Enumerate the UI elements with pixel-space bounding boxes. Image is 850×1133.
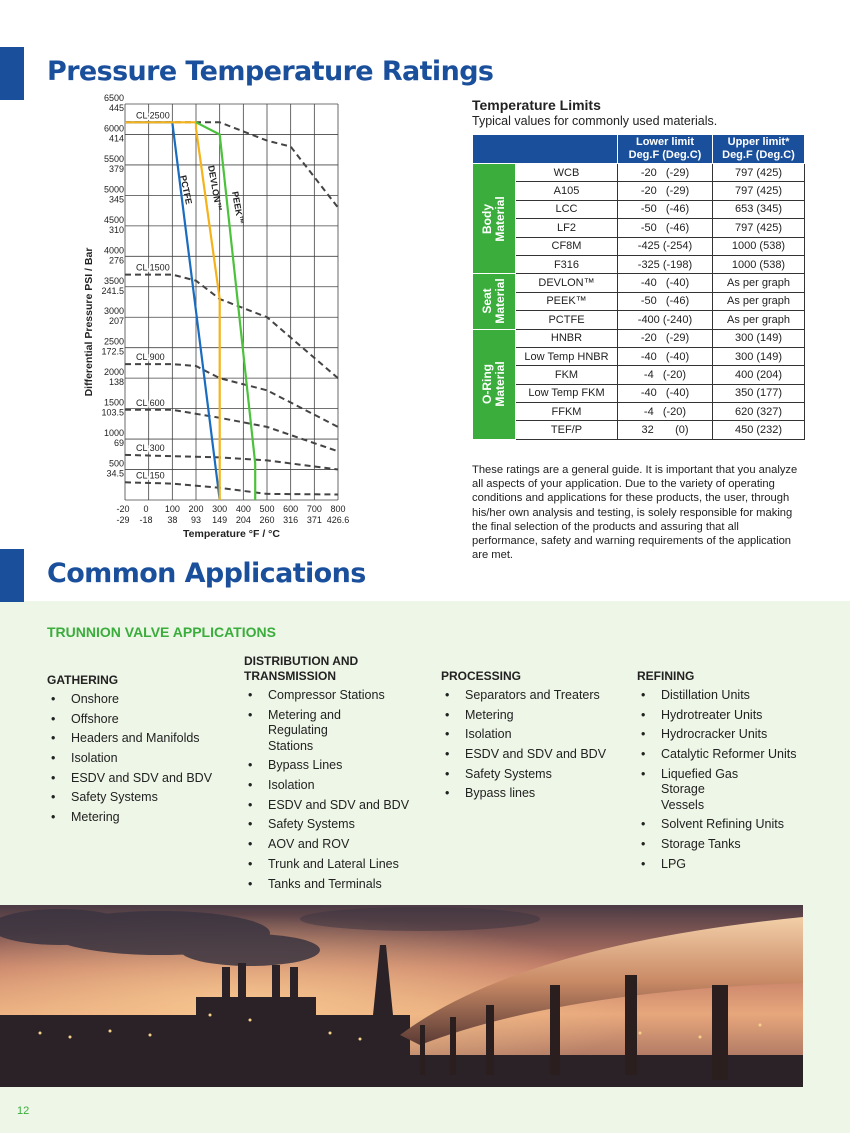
x-tick-label-f: 200 — [188, 504, 204, 514]
page-title: Pressure Temperature Ratings — [47, 56, 494, 87]
lower-limit-cell: -40 (-40) — [618, 384, 713, 402]
upper-limit-cell: 653 (345) — [713, 200, 805, 218]
table-row — [473, 292, 805, 310]
y-tick-label-bar: 345 — [108, 194, 124, 205]
series-label: PCTFE — [178, 174, 194, 206]
list-item: • Metering — [47, 810, 232, 826]
table-row — [473, 329, 805, 347]
table-row — [473, 200, 805, 218]
list-item: • Hydrotreater Units — [637, 708, 822, 724]
x-tick-label-c: 316 — [283, 515, 299, 525]
list-item: • Separators and Treaters — [441, 688, 626, 704]
lower-limit-unit: Deg.F (Deg.C) — [628, 149, 702, 161]
list-item: • Metering and Regulating Stations — [244, 708, 369, 755]
table-row — [473, 311, 805, 329]
material-cell: Low Temp HNBR — [516, 347, 618, 365]
upper-limit-cell: As per graph — [713, 274, 805, 292]
x-tick-label-f: 700 — [306, 504, 322, 514]
y-tick-label-psi: 5000 — [103, 184, 124, 195]
applications-subtitle: TRUNNION VALVE APPLICATIONS — [47, 624, 276, 640]
material-cell: LF2 — [516, 219, 618, 237]
y-tick-label-psi: 6500 — [103, 93, 124, 103]
x-tick-label-f: 100 — [164, 504, 180, 514]
application-column — [637, 669, 822, 877]
lower-limit-cell: -40 (-40) — [618, 347, 713, 365]
y-tick-label-psi: 5500 — [103, 153, 124, 164]
list-item: • Bypass Lines — [244, 758, 434, 774]
y-tick-label-bar: 276 — [108, 255, 124, 266]
material-cell: PEEK™ — [516, 292, 618, 310]
y-tick-label-psi: 4500 — [103, 214, 124, 225]
upper-limit-cell: 1000 (538) — [713, 255, 805, 273]
x-tick-label-f: 300 — [212, 504, 228, 514]
table-header-upper — [713, 135, 805, 164]
table-row — [473, 347, 805, 365]
x-tick-label-c: 38 — [167, 515, 178, 525]
list-item: • Trunk and Lateral Lines — [244, 857, 434, 873]
y-tick-label-psi: 6000 — [103, 123, 124, 134]
application-column — [244, 654, 434, 896]
lower-limit-cell: -50 (-46) — [618, 219, 713, 237]
table-header-blank — [473, 135, 618, 164]
pressure-temperature-chart — [80, 92, 370, 547]
upper-limit-cell: 300 (149) — [713, 329, 805, 347]
group-label-line1: Body — [480, 203, 494, 234]
section-marker — [0, 549, 24, 602]
x-tick-label-f: 400 — [235, 504, 251, 514]
list-item: • Isolation — [441, 727, 626, 743]
upper-limit-cell: 620 (327) — [713, 403, 805, 421]
application-column-heading: DISTRIBUTION AND TRANSMISSION — [244, 654, 359, 683]
material-cell: WCB — [516, 164, 618, 182]
class-rating-label: CL 600 — [136, 397, 165, 408]
class-rating-label: CL 1500 — [136, 262, 170, 273]
class-rating-label: CL 300 — [136, 442, 165, 453]
y-tick-label-bar: 207 — [108, 316, 124, 327]
y-axis-label: Differential Pressure PSI / Bar — [83, 247, 95, 397]
temperature-limits-table — [472, 134, 805, 440]
lower-limit-cell: -4 (-20) — [618, 403, 713, 421]
list-item: • Liquefied Gas Storage Vessels — [637, 767, 747, 814]
x-tick-label-f: 0 — [143, 504, 149, 514]
disclaimer-text: These ratings are a general guide. It is important that you analyze all aspects of your application. Due to the variety of operating conditions and applications for these products, the user, through his/her own analysis and testing, is solely responsible for making the final selection of the products and assuring that all performance, safety and warning requirements of the application are met. — [472, 464, 798, 562]
application-list — [244, 688, 434, 892]
applications-title: Common Applications — [47, 558, 366, 589]
group-label-line2: Material — [493, 361, 507, 407]
lower-limit-cell: -20 (-29) — [618, 164, 713, 182]
list-item: • ESDV and SDV and BDV — [244, 798, 434, 814]
page-number: 12 — [17, 1105, 30, 1117]
list-item: • Metering — [441, 708, 626, 724]
y-tick-label-bar: 103.5 — [101, 407, 124, 418]
y-tick-label-bar: 69 — [113, 438, 124, 449]
upper-limit-label: Upper limit* — [727, 136, 790, 148]
y-tick-label-bar: 310 — [108, 224, 124, 235]
temperature-limits-title: Temperature Limits — [472, 97, 601, 113]
upper-limit-cell: 350 (177) — [713, 384, 805, 402]
lower-limit-cell: -50 (-46) — [618, 200, 713, 218]
lower-limit-cell: -50 (-46) — [618, 292, 713, 310]
list-item: • Bypass lines — [441, 786, 626, 802]
upper-limit-cell: 797 (425) — [713, 164, 805, 182]
lower-limit-cell: 32 (0) — [618, 421, 713, 439]
material-cell: A105 — [516, 182, 618, 200]
y-tick-label-psi: 500 — [108, 458, 124, 469]
list-item: • AOV and ROV — [244, 837, 434, 853]
upper-limit-cell: As per graph — [713, 311, 805, 329]
list-item: • Safety Systems — [441, 767, 626, 783]
refinery-pipeline-photo — [0, 905, 803, 1087]
lower-limit-cell: -400 (-240) — [618, 311, 713, 329]
material-group-label — [473, 329, 516, 439]
application-column-heading: REFINING — [637, 669, 695, 683]
material-cell: F316 — [516, 255, 618, 273]
list-item: • Isolation — [244, 778, 434, 794]
y-tick-label-psi: 3000 — [103, 306, 124, 317]
x-tick-label-c: 149 — [212, 515, 228, 525]
list-item: • Storage Tanks — [637, 837, 822, 853]
lower-limit-label: Lower limit — [635, 136, 695, 148]
lower-limit-cell: -20 (-29) — [618, 182, 713, 200]
table-row — [473, 219, 805, 237]
list-item: • Tanks and Terminals — [244, 877, 434, 893]
material-group-label — [473, 164, 516, 274]
application-column-heading: PROCESSING — [441, 669, 522, 683]
y-tick-label-psi: 4000 — [103, 245, 124, 256]
class-rating-line — [125, 482, 338, 494]
material-group-text — [481, 196, 507, 241]
y-tick-label-bar: 414 — [108, 133, 124, 144]
material-cell: TEF/P — [516, 421, 618, 439]
y-tick-label-psi: 3500 — [103, 275, 124, 286]
table-row — [473, 421, 805, 439]
x-tick-label-c: 204 — [235, 515, 251, 525]
x-tick-label-f: 600 — [283, 504, 299, 514]
list-item: • Solvent Refining Units — [637, 817, 822, 833]
x-tick-label-f: 800 — [330, 504, 346, 514]
list-item: • Distillation Units — [637, 688, 822, 704]
y-tick-label-psi: 1000 — [103, 428, 124, 439]
x-tick-label-c: -18 — [139, 515, 153, 525]
lower-limit-cell: -40 (-40) — [618, 274, 713, 292]
table-row — [473, 164, 805, 182]
x-tick-label-f: 500 — [259, 504, 275, 514]
class-rating-label: CL 2500 — [136, 110, 170, 121]
material-cell: HNBR — [516, 329, 618, 347]
material-group-text — [481, 279, 507, 324]
class-rating-line — [125, 455, 338, 470]
section-marker — [0, 47, 24, 100]
list-item: • Isolation — [47, 751, 232, 767]
y-tick-label-bar: 379 — [108, 163, 124, 174]
application-column-heading: GATHERING — [47, 673, 119, 687]
list-item: • ESDV and SDV and BDV — [441, 747, 626, 763]
list-item: • Onshore — [47, 692, 232, 708]
y-tick-label-psi: 2500 — [103, 336, 124, 347]
lower-limit-cell: -4 (-20) — [618, 366, 713, 384]
class-rating-label: CL 900 — [136, 352, 165, 363]
table-row — [473, 384, 805, 402]
x-tick-label-f: -20 — [116, 504, 130, 514]
material-cell: CF8M — [516, 237, 618, 255]
lower-limit-cell: -20 (-29) — [618, 329, 713, 347]
x-axis-label: Temperature °F / °C — [183, 528, 280, 540]
upper-limit-cell: 300 (149) — [713, 347, 805, 365]
upper-limit-unit: Deg.F (Deg.C) — [722, 149, 795, 161]
class-rating-line — [125, 275, 338, 379]
table-row — [473, 403, 805, 421]
list-item: • Hydrocracker Units — [637, 727, 822, 743]
group-label-line1: O-Ring — [480, 364, 494, 405]
material-cell: FFKM — [516, 403, 618, 421]
material-cell: FKM — [516, 366, 618, 384]
y-tick-label-bar: 172.5 — [101, 346, 124, 357]
y-tick-label-bar: 138 — [108, 377, 124, 388]
series-line — [196, 122, 255, 500]
group-label-line2: Material — [493, 278, 507, 325]
group-label-line2: Material — [493, 195, 507, 242]
table-row — [473, 366, 805, 384]
list-item: • Compressor Stations — [244, 688, 434, 704]
y-tick-label-bar: 34.5 — [106, 468, 124, 479]
lower-limit-cell: -425 (-254) — [618, 237, 713, 255]
application-list — [637, 688, 822, 872]
application-column — [441, 669, 626, 806]
series-label: PEEK™ — [230, 190, 246, 226]
application-list — [47, 692, 232, 826]
list-item: • ESDV and SDV and BDV — [47, 771, 232, 787]
list-item: • Headers and Manifolds — [47, 731, 232, 747]
y-tick-label-psi: 2000 — [103, 367, 124, 378]
table-row — [473, 255, 805, 273]
material-group-label — [473, 274, 516, 329]
upper-limit-cell: 450 (232) — [713, 421, 805, 439]
material-cell: LCC — [516, 200, 618, 218]
upper-limit-cell: 797 (425) — [713, 182, 805, 200]
y-tick-label-psi: 1500 — [103, 397, 124, 408]
upper-limit-cell: As per graph — [713, 292, 805, 310]
upper-limit-cell: 797 (425) — [713, 219, 805, 237]
temperature-limits-subtitle: Typical values for commonly used materials. — [472, 114, 718, 128]
upper-limit-cell: 400 (204) — [713, 366, 805, 384]
y-tick-label-bar: 241.5 — [101, 285, 124, 296]
group-label-line1: Seat — [480, 288, 494, 315]
class-rating-line — [125, 364, 338, 427]
x-tick-label-c: 426.6 — [326, 515, 350, 525]
class-rating-label: CL 150 — [136, 470, 165, 481]
x-tick-label-c: 371 — [306, 515, 322, 525]
series-label: DEVLON™ — [206, 164, 224, 213]
upper-limit-cell: 1000 (538) — [713, 237, 805, 255]
table-row — [473, 182, 805, 200]
list-item: • Safety Systems — [47, 790, 232, 806]
x-tick-label-c: -29 — [116, 515, 130, 525]
x-tick-label-c: 260 — [259, 515, 275, 525]
table-header-lower — [618, 135, 713, 164]
y-tick-label-bar: 445 — [108, 103, 124, 113]
table-row — [473, 274, 805, 292]
lower-limit-cell: -325 (-198) — [618, 255, 713, 273]
list-item: • Catalytic Reformer Units — [637, 747, 822, 763]
material-group-text — [481, 362, 507, 407]
list-item: • Safety Systems — [244, 817, 434, 833]
table-row — [473, 237, 805, 255]
application-column — [47, 673, 232, 830]
material-cell: DEVLON™ — [516, 274, 618, 292]
application-list — [441, 688, 626, 802]
x-tick-label-c: 93 — [190, 515, 202, 525]
material-cell: PCTFE — [516, 311, 618, 329]
list-item: • Offshore — [47, 712, 232, 728]
material-cell: Low Temp FKM — [516, 384, 618, 402]
list-item: • LPG — [637, 857, 822, 873]
